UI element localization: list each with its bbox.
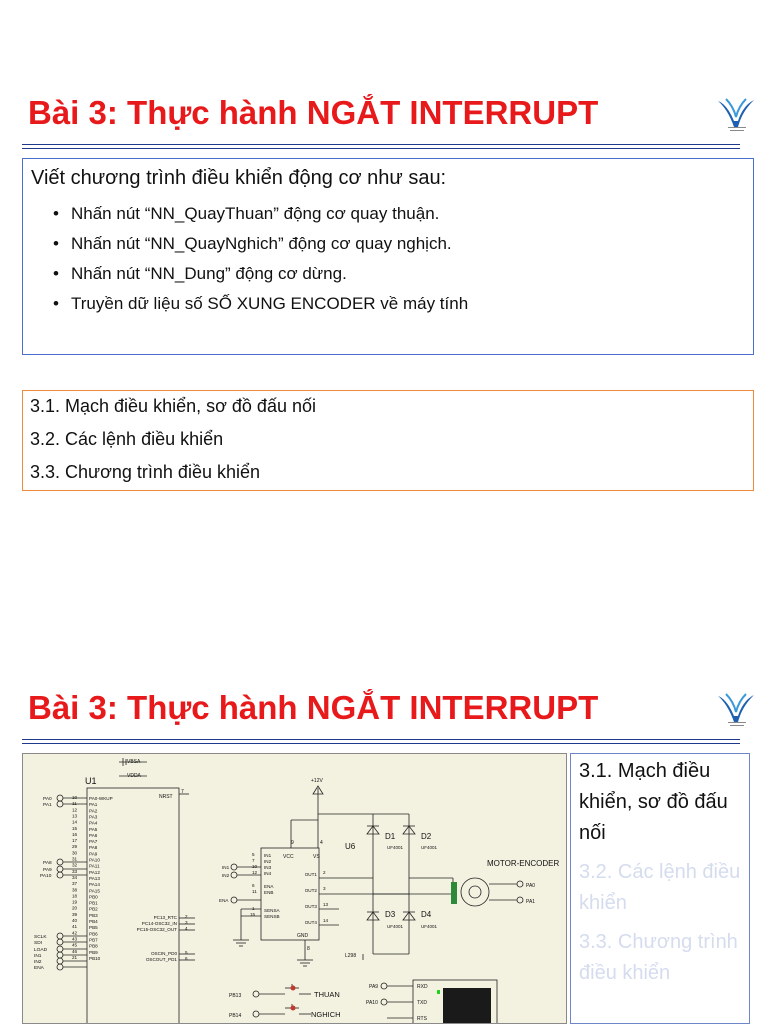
university-logo-icon bbox=[714, 97, 758, 133]
u6-input-number: 7 bbox=[252, 858, 255, 863]
u1-pin-number: 34 bbox=[72, 874, 78, 880]
task-box bbox=[22, 158, 754, 355]
net-label: PA1 bbox=[43, 803, 52, 808]
u1-pin-label: PA8 bbox=[89, 845, 98, 851]
circuit-schematic bbox=[22, 753, 567, 1024]
task-intro: Viết chương trình điều khiển động cơ như sau: bbox=[31, 167, 447, 189]
u6-top-num: 9 bbox=[291, 840, 294, 846]
u1-pin-label: PB5 bbox=[89, 925, 98, 931]
u1-pin-label: PA15 bbox=[89, 888, 100, 894]
button-pb14: PB14 bbox=[229, 1013, 242, 1019]
university-logo-icon bbox=[714, 692, 758, 728]
u1-pin-label: PA6 bbox=[89, 832, 98, 838]
u1-pin-label: PB1 bbox=[89, 900, 98, 906]
osc-pin-label: OSCOUT_PD1 bbox=[145, 957, 177, 962]
osc-pin-label: OSCIN_PD0 bbox=[150, 951, 177, 956]
u6-input-number: 6 bbox=[252, 883, 255, 888]
vbat-label: VBSA bbox=[127, 759, 141, 765]
osc-pin-label: PC13_RTC bbox=[153, 915, 177, 920]
diode-part: UF4001 bbox=[387, 924, 404, 929]
slide-title: Bài 3: Thực hành NGẮT INTERRUPT bbox=[28, 689, 599, 726]
schematic-drawing bbox=[23, 754, 567, 1024]
motor-out-pa1: PA1 bbox=[526, 899, 536, 905]
osc-pin-number: 2 bbox=[185, 914, 188, 919]
u1-pin-label: PB3 bbox=[89, 912, 98, 918]
u1-pin-label: PA13 bbox=[89, 875, 100, 881]
u1-pin-number: 33 bbox=[72, 868, 78, 874]
net-label: LOAD bbox=[34, 948, 48, 953]
u1-pin-label: PB2 bbox=[89, 906, 98, 912]
u6-vs-label: VS bbox=[313, 854, 320, 860]
u6-input-label: IN4 bbox=[264, 871, 272, 876]
u6-output-label: OUT1 bbox=[304, 872, 317, 877]
u1-pin-label: PB0 bbox=[89, 894, 98, 900]
net-label: SDI bbox=[34, 941, 42, 946]
net-label: IN1 bbox=[34, 954, 42, 959]
u6-sense-label: SENSB bbox=[264, 914, 280, 919]
u6-output-number: 2 bbox=[323, 870, 326, 875]
u6-input-number: 12 bbox=[252, 870, 258, 875]
u1-pin-number: 42 bbox=[72, 930, 78, 936]
button-thuan-label: THUAN bbox=[314, 990, 340, 999]
u1-pin-number: 14 bbox=[72, 819, 78, 825]
toc-item-1[interactable]: 3.1. Mạch điều khiển, sơ đồ đấu nối bbox=[30, 396, 316, 416]
u1-pin-label: PA12 bbox=[89, 869, 100, 875]
title-rule-2 bbox=[22, 148, 740, 149]
u1-pin-label: PA2 bbox=[89, 808, 98, 814]
u1-pin-label: PA5 bbox=[89, 826, 98, 832]
toc-item-3[interactable]: 3.3. Chương trình điều khiển bbox=[30, 462, 260, 482]
motor-label: MOTOR-ENCODER bbox=[487, 859, 560, 868]
u1-pin-label: PA11 bbox=[89, 863, 100, 869]
net-label: PA9 bbox=[43, 868, 52, 873]
u1-pin-number: 12 bbox=[72, 807, 78, 813]
net-label: IN2 bbox=[222, 873, 230, 878]
toc-item-2[interactable]: 3.2. Các lệnh điều khiển bbox=[30, 429, 224, 449]
net-label: PA8 bbox=[43, 861, 52, 866]
uart-left-pa9: PA9 bbox=[369, 984, 379, 990]
title-rule bbox=[22, 144, 740, 145]
osc-pin-number: 5 bbox=[185, 950, 188, 955]
u6-pin-group bbox=[219, 852, 329, 925]
u1-pin-number: 10 bbox=[72, 795, 78, 800]
nav-item-3[interactable]: 3.3. Chương trình điều khiển bbox=[579, 931, 738, 984]
u6-top-num: 4 bbox=[320, 840, 323, 846]
u1-pin-number: 43 bbox=[72, 936, 78, 942]
u1-pin-label: PB4 bbox=[89, 919, 98, 924]
u1-pin-label: PA4 bbox=[89, 820, 98, 826]
uart-txd: TXD bbox=[417, 1000, 427, 1006]
u1-pin-label: PA3 bbox=[89, 814, 98, 820]
u6-label: U6 bbox=[345, 842, 356, 851]
u6-sense-number: 15 bbox=[250, 912, 256, 917]
u1-pin-number: 17 bbox=[72, 838, 78, 844]
osc-pin-number: 3 bbox=[185, 920, 188, 925]
net-label: PA0 bbox=[43, 797, 52, 802]
u6-input-number: 10 bbox=[252, 864, 258, 869]
u1-pin-label: PB8 bbox=[89, 943, 98, 949]
task-bullets bbox=[51, 199, 468, 319]
u1-pin-number: 15 bbox=[72, 825, 78, 831]
bullet-item: • Truyền dữ liệu số SỐ XUNG ENCODER về máy tính bbox=[51, 289, 468, 319]
u6-input-label: IN3 bbox=[264, 865, 272, 870]
net-label: ENA bbox=[34, 966, 44, 971]
u1-pin-number: 21 bbox=[72, 954, 78, 960]
uart-rts: RTS bbox=[417, 1016, 427, 1022]
button-nghich-label: NGHICH bbox=[311, 1010, 341, 1019]
diode-part: UF4001 bbox=[387, 845, 404, 850]
diode-part: UF4001 bbox=[421, 845, 438, 850]
diode-d1-label: D1 bbox=[385, 832, 396, 841]
nrst-num: 7 bbox=[181, 789, 184, 795]
u1-pin-number: 19 bbox=[72, 899, 78, 905]
slide-2 bbox=[0, 512, 768, 1024]
u1-label: U1 bbox=[85, 776, 97, 786]
u1-pin-number: 41 bbox=[72, 924, 78, 930]
nrst-label: NRST bbox=[159, 794, 173, 800]
u1-pin-number: 38 bbox=[72, 887, 78, 893]
u1-pin-number: 32 bbox=[72, 862, 78, 868]
u1-pin-label: PA0-WKUP bbox=[89, 796, 113, 801]
u1-pin-label: PA10 bbox=[89, 857, 100, 863]
bullet-item: • Nhấn nút “NN_QuayNghich” động cơ quay nghịch. bbox=[51, 229, 468, 259]
u1-pin-number: 18 bbox=[72, 893, 78, 899]
u1-pin-number: 45 bbox=[72, 942, 78, 948]
diode-d3-label: D3 bbox=[385, 910, 396, 919]
osc-pin-number: 6 bbox=[185, 956, 188, 961]
net-label: IN2 bbox=[34, 960, 42, 965]
u1-pin-number: 31 bbox=[72, 856, 78, 862]
net-label: ENA bbox=[219, 898, 229, 903]
u1-pin-number: 39 bbox=[72, 911, 78, 917]
osc-pin-group bbox=[137, 914, 188, 962]
u1-pin-label: PB6 bbox=[89, 931, 98, 937]
u6-input-label: IN2 bbox=[264, 859, 272, 864]
u1-net-group bbox=[34, 796, 52, 971]
section-nav bbox=[570, 753, 750, 1024]
title-rule bbox=[22, 739, 740, 740]
u1-pin-number: 37 bbox=[72, 881, 78, 887]
u1-pin-number: 20 bbox=[72, 905, 78, 911]
button-pb13: PB13 bbox=[229, 993, 242, 999]
u1-pin-number: 11 bbox=[72, 801, 77, 807]
toc-box bbox=[22, 390, 754, 491]
net-label: SCLK bbox=[34, 935, 47, 940]
u1-pin-number: 30 bbox=[72, 850, 78, 856]
bullet-item: • Nhấn nút “NN_QuayThuan” động cơ quay thuận. bbox=[51, 199, 468, 229]
u6-bottom-num: 8 bbox=[307, 946, 310, 952]
supply-label: +12V bbox=[311, 778, 323, 784]
uart-left-pa10: PA10 bbox=[366, 1000, 378, 1006]
u6-sense-number: 1 bbox=[252, 906, 255, 911]
osc-pin-label: PC14-OSC32_IN bbox=[141, 921, 177, 926]
u6-input-label: ENB bbox=[264, 890, 274, 895]
u1-pin-label: PA9 bbox=[89, 851, 98, 857]
diode-part: UF4001 bbox=[421, 924, 438, 929]
u6-input-number: 5 bbox=[252, 852, 255, 857]
uart-rxd: RXD bbox=[417, 984, 428, 990]
u1-pin-label: PA1 bbox=[89, 802, 98, 808]
u1-pin-number: 40 bbox=[72, 918, 78, 923]
nav-item-1[interactable]: 3.1. Mạch điều khiển, sơ đồ đấu nối bbox=[579, 760, 728, 844]
u1-pin-label: PB9 bbox=[89, 949, 98, 955]
u1-pin-label: PA7 bbox=[89, 839, 98, 845]
nav-item-2[interactable]: 3.2. Các lệnh điều khiển bbox=[579, 861, 741, 914]
u6-sense-label: SENSA bbox=[264, 908, 280, 913]
u6-output-label: OUT4 bbox=[304, 920, 317, 925]
u1-pin-label: PA14 bbox=[89, 882, 100, 888]
u6-output-number: 14 bbox=[323, 918, 329, 923]
u1-pin-label: PB10 bbox=[89, 955, 101, 961]
u6-output-label: OUT2 bbox=[304, 888, 317, 893]
title-rule-2 bbox=[22, 743, 740, 744]
u6-output-number: 3 bbox=[323, 886, 326, 891]
u6-input-label: ENA bbox=[264, 884, 274, 889]
u6-input-label: IN1 bbox=[264, 853, 272, 858]
u6-input-number: 11 bbox=[252, 889, 257, 894]
diode-d4-label: D4 bbox=[421, 910, 432, 919]
net-label: PA10 bbox=[40, 874, 52, 879]
diode-d2-label: D2 bbox=[421, 832, 432, 841]
slide-title: Bài 3: Thực hành NGẮT INTERRUPT bbox=[28, 94, 599, 131]
bullet-item: • Nhấn nút “NN_Dung” động cơ dừng. bbox=[51, 259, 468, 289]
u1-pin-number: 13 bbox=[72, 813, 78, 819]
u1-pin-number: 29 bbox=[72, 844, 78, 850]
u1-pin-label: PB7 bbox=[89, 937, 98, 943]
vdda-label: VDDA bbox=[127, 773, 141, 779]
net-label: IN1 bbox=[222, 865, 230, 870]
u6-output-number: 13 bbox=[323, 902, 329, 907]
l298-label: L298 bbox=[345, 953, 357, 959]
motor-out-pa0: PA0 bbox=[526, 883, 536, 889]
u6-output-label: OUT3 bbox=[304, 904, 317, 909]
u1-pin-number: 46 bbox=[72, 948, 78, 954]
osc-pin-label: PC15-OSC32_OUT bbox=[136, 927, 177, 932]
u6-gnd-label: GND bbox=[297, 933, 309, 939]
u6-vcc-label: VCC bbox=[283, 854, 294, 860]
u1-pin-number: 16 bbox=[72, 831, 78, 837]
osc-pin-number: 4 bbox=[185, 926, 188, 931]
